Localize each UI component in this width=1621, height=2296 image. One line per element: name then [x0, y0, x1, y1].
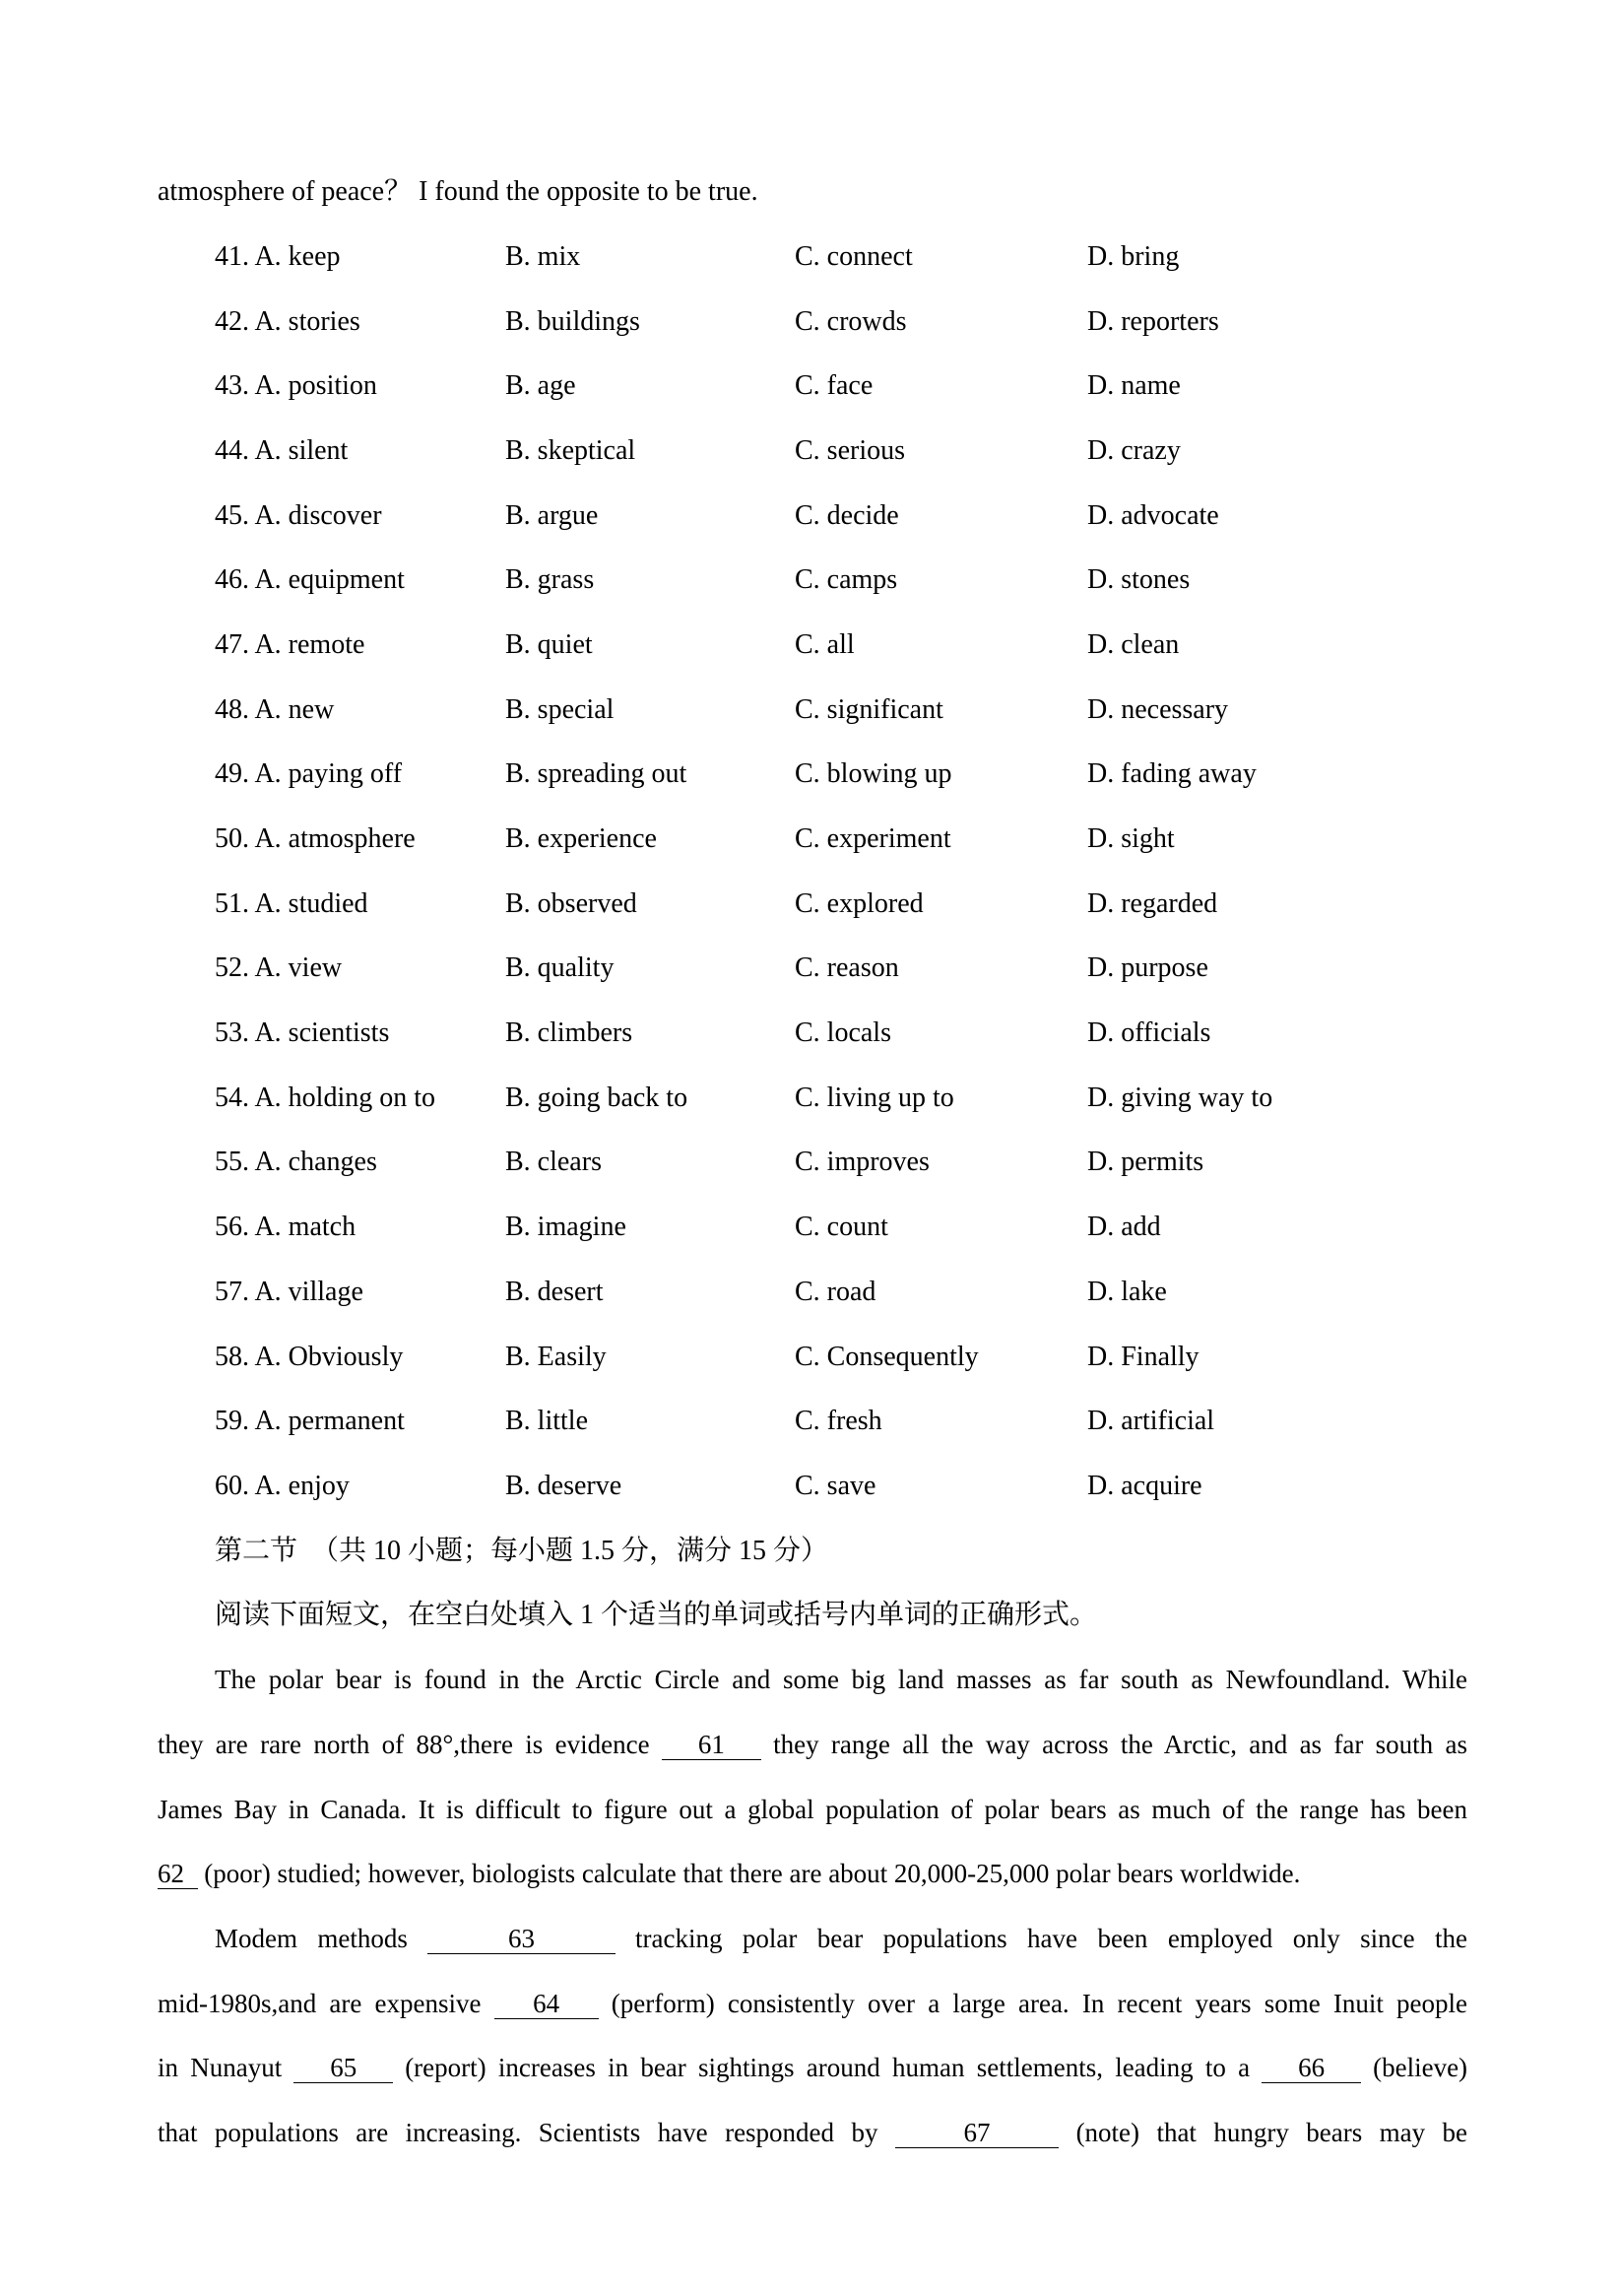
option-c: C. road: [795, 1276, 876, 1307]
passage-line: [158, 1842, 1467, 1907]
option-a: 43. A. position: [215, 370, 377, 402]
blank-63: 63: [427, 1923, 616, 1953]
option-d: D. giving way to: [1087, 1082, 1273, 1113]
option-d: D. acquire: [1087, 1470, 1202, 1501]
option-d: D. stones: [1087, 564, 1191, 596]
option-a: 42. A. stories: [215, 305, 360, 337]
option-c: C. save: [795, 1470, 876, 1501]
option-a: 44. A. silent: [215, 434, 349, 466]
cloze-passage: [158, 1648, 1467, 2166]
option-d: D. lake: [1087, 1276, 1167, 1307]
option-row: [158, 937, 1467, 1002]
option-c: C. all: [795, 628, 855, 660]
passage-text: Modem methods: [215, 1923, 428, 1953]
passage-text: (poor) studied; however, biologists calculate that there are about 20,000-25,000 polar bears worldwide.: [197, 1859, 1301, 1889]
option-c: C. reason: [795, 952, 899, 984]
option-d: D. permits: [1087, 1147, 1204, 1178]
option-row: [158, 1454, 1467, 1519]
passage-line: [158, 2101, 1467, 2166]
option-c: C. serious: [795, 434, 905, 466]
option-a: 58. A. Obviously: [215, 1341, 404, 1372]
option-b: B. argue: [505, 499, 599, 531]
option-d: D. Finally: [1087, 1341, 1200, 1372]
option-a: 57. A. village: [215, 1276, 363, 1307]
option-c: C. explored: [795, 887, 924, 919]
blank-64: 64: [493, 1988, 599, 2018]
option-b: B. buildings: [505, 305, 640, 337]
option-row: [158, 1325, 1467, 1390]
passage-line: [158, 1778, 1467, 1843]
option-c: C. connect: [795, 240, 913, 272]
option-c: C. blowing up: [795, 758, 952, 790]
option-c: C. Consequently: [795, 1341, 979, 1372]
option-c: C. camps: [795, 564, 898, 596]
option-row: [158, 613, 1467, 678]
passage-line: [158, 1972, 1467, 2037]
option-a: 48. A. new: [215, 693, 335, 725]
option-row: [158, 548, 1467, 613]
option-c: C. living up to: [795, 1082, 954, 1113]
option-a: 54. A. holding on to: [215, 1082, 436, 1113]
option-b: B. climbers: [505, 1017, 633, 1049]
option-d: D. name: [1087, 370, 1181, 402]
option-b: B. quality: [505, 952, 615, 984]
blank-61: 61: [661, 1729, 761, 1759]
passage-text: that populations are increasing. Scientists have responded by: [158, 2118, 895, 2148]
passage-text: (report) increases in bear sightings around human settlements, leading to a: [392, 2053, 1263, 2083]
option-b: B. little: [505, 1406, 588, 1437]
option-row: [158, 1066, 1467, 1131]
passage-line: [158, 1713, 1467, 1778]
passage-text: (perform) consistently over a large area. In recent years some Inuit people: [598, 1988, 1468, 2018]
option-b: B. special: [505, 693, 615, 725]
option-b: B. observed: [505, 887, 637, 919]
option-row: [158, 807, 1467, 872]
option-a: 41. A. keep: [215, 240, 341, 272]
passage-text: The polar bear is found in the Arctic Circle and some big land masses as far south as Newfoundland. While: [215, 1665, 1467, 1695]
option-row: [158, 290, 1467, 355]
option-a: 46. A. equipment: [215, 564, 405, 596]
section2-heading: 第二节 （共 10 小题；每小题 1.5 分，满分 15 分）: [215, 1535, 829, 1566]
option-b: B. quiet: [505, 628, 593, 660]
passage-text: in Nunayut: [158, 2053, 294, 2083]
option-b: B. experience: [505, 823, 657, 855]
option-c: C. experiment: [795, 823, 951, 855]
option-row: [158, 354, 1467, 419]
option-row: [158, 419, 1467, 484]
blank-66: 66: [1262, 2053, 1361, 2083]
option-c: C. locals: [795, 1017, 891, 1049]
option-row: [158, 1195, 1467, 1260]
option-b: B. clears: [505, 1147, 602, 1178]
option-b: B. imagine: [505, 1212, 626, 1243]
passage-text: mid-1980s,and are expensive: [158, 1988, 494, 2018]
option-a: 56. A. match: [215, 1212, 357, 1243]
option-row: [158, 743, 1467, 808]
option-c: C. improves: [795, 1147, 930, 1178]
option-row: [158, 872, 1467, 937]
option-a: 60. A. enjoy: [215, 1470, 350, 1501]
option-b: B. mix: [505, 240, 581, 272]
passage-line: [158, 2036, 1467, 2101]
option-c: C. face: [795, 370, 874, 402]
option-d: D. reporters: [1087, 305, 1219, 337]
option-d: D. sight: [1087, 823, 1175, 855]
option-d: D. necessary: [1087, 693, 1229, 725]
passage-line: [158, 1648, 1467, 1713]
cloze-options-list: [158, 225, 1467, 1519]
option-a: 50. A. atmosphere: [215, 823, 416, 855]
option-row: [158, 1389, 1467, 1454]
option-c: C. significant: [795, 693, 943, 725]
option-a: 51. A. studied: [215, 887, 368, 919]
section2-instruction: 阅读下面短文，在空白处填入 1 个适当的单词或括号内单词的正确形式。: [215, 1600, 1098, 1631]
option-a: 52. A. view: [215, 952, 343, 984]
blank-62: 62: [158, 1859, 198, 1889]
option-row: [158, 1001, 1467, 1066]
option-b: B. age: [505, 370, 576, 402]
option-a: 59. A. permanent: [215, 1406, 405, 1437]
option-c: C. count: [795, 1212, 888, 1243]
page-content: [158, 0, 1467, 2166]
option-b: B. spreading out: [505, 758, 687, 790]
option-row: [158, 678, 1467, 743]
option-row: [158, 484, 1467, 549]
lead-sentence: atmosphere of peace？ I found the opposite to be true.: [158, 176, 758, 207]
option-row: [158, 1260, 1467, 1325]
option-c: C. crowds: [795, 305, 907, 337]
option-b: B. Easily: [505, 1341, 607, 1372]
option-d: D. crazy: [1087, 434, 1181, 466]
option-a: 47. A. remote: [215, 628, 365, 660]
option-d: D. bring: [1087, 240, 1180, 272]
option-a: 53. A. scientists: [215, 1017, 390, 1049]
option-d: D. advocate: [1087, 499, 1219, 531]
option-a: 45. A. discover: [215, 499, 382, 531]
option-a: 49. A. paying off: [215, 758, 403, 790]
passage-line: [158, 1907, 1467, 1972]
option-d: D. add: [1087, 1212, 1161, 1243]
option-d: D. artificial: [1087, 1406, 1215, 1437]
option-b: B. grass: [505, 564, 595, 596]
option-row: [158, 1131, 1467, 1196]
passage-text: (believe): [1360, 2053, 1468, 2083]
passage-text: they are rare north of 88°,there is evidence: [158, 1729, 662, 1759]
option-b: B. deserve: [505, 1470, 622, 1501]
option-c: C. fresh: [795, 1406, 882, 1437]
option-d: D. regarded: [1087, 887, 1218, 919]
option-d: D. officials: [1087, 1017, 1211, 1049]
option-d: D. purpose: [1087, 952, 1208, 984]
option-c: C. decide: [795, 499, 899, 531]
passage-text: tracking polar bear populations have been employed only since the: [615, 1923, 1467, 1953]
passage-text: (note) that hungry bears may be: [1059, 2118, 1467, 2148]
option-b: B. desert: [505, 1276, 604, 1307]
option-b: B. going back to: [505, 1082, 688, 1113]
blank-67: 67: [894, 2118, 1060, 2148]
passage-text: they range all the way across the Arctic, and as far south as: [760, 1729, 1467, 1759]
option-row: [158, 225, 1467, 290]
option-d: D. clean: [1087, 628, 1180, 660]
option-d: D. fading away: [1087, 758, 1257, 790]
passage-text: James Bay in Canada. It is difficult to figure out a global population of polar bears as much of the range has been: [158, 1794, 1467, 1824]
option-a: 55. A. changes: [215, 1147, 377, 1178]
option-b: B. skeptical: [505, 434, 636, 466]
blank-65: 65: [293, 2053, 393, 2083]
